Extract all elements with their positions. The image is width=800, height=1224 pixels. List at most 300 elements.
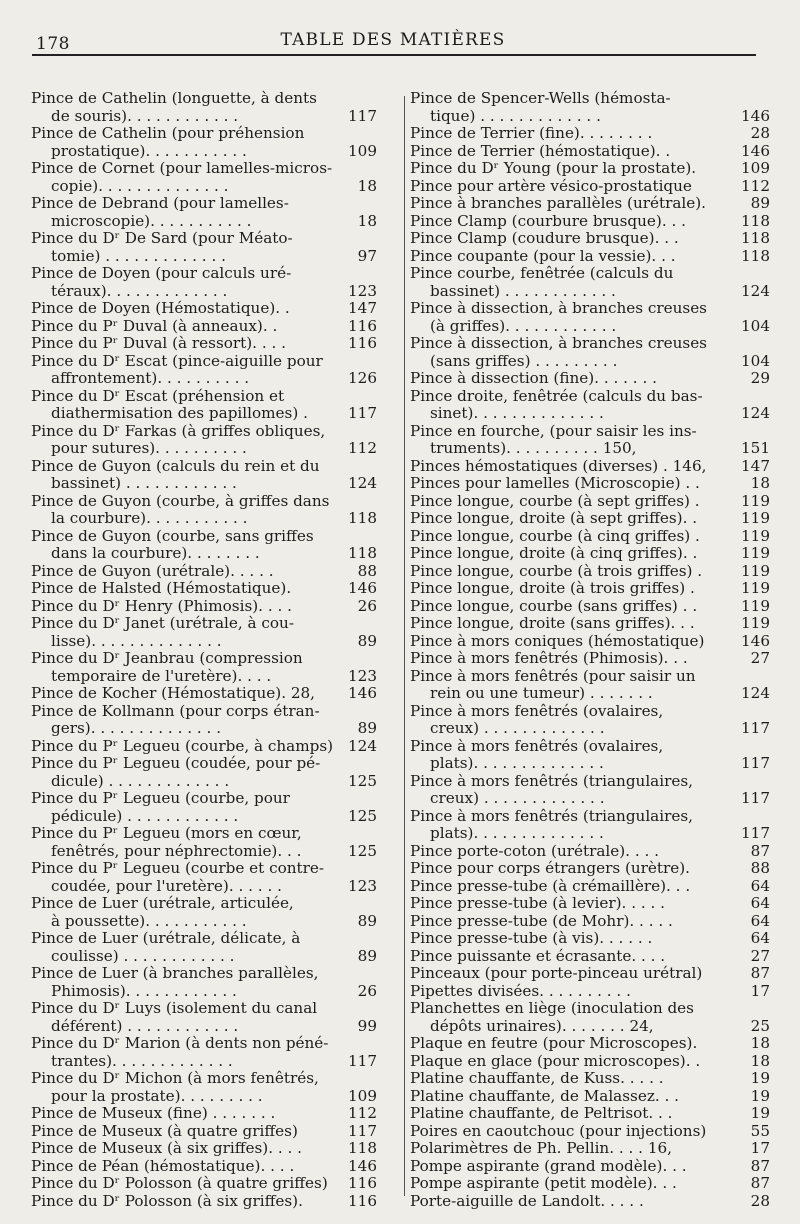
- entry-text-line: plats). . . . . . . . . . . . . .: [430, 754, 604, 772]
- entry-text-line: gers). . . . . . . . . . . . . .: [51, 719, 222, 737]
- entry-text-line: Pince à mors fenêtrés (triangulaires,: [410, 806, 693, 825]
- entry-page-number: 19: [750, 1104, 770, 1122]
- entry-page-number: 146: [741, 631, 770, 650]
- entry-text-line: Pince à mors fenêtrés (Phimosis). . .: [410, 649, 688, 667]
- entry-page-number: 119: [741, 614, 770, 632]
- entry-page-number: 18: [357, 176, 377, 195]
- entry-page-number: 104: [741, 351, 770, 370]
- index-entry: [31, 353, 377, 388]
- entry-text-line: Pinces hémostatiques (diverses) . 146,: [410, 456, 707, 475]
- index-entry: [31, 685, 377, 703]
- entry-text-line: Pince à mors fenêtrés (ovalaires,: [410, 701, 664, 720]
- index-entry: [410, 860, 770, 878]
- entry-text-line: Pince de Cathelin (longuette, à dents: [31, 89, 317, 107]
- entry-text-line: microscopie). . . . . . . . . . .: [51, 211, 252, 230]
- entry-text-line: Pince longue, courbe (à sept griffes) .: [410, 491, 700, 510]
- entry-text-line: Pompe aspirante (petit modèle). . .: [410, 1174, 677, 1192]
- index-entry: [410, 843, 770, 861]
- entry-text-line: Pince longue, courbe (à cinq griffes) .: [410, 526, 700, 545]
- entry-page-number: 117: [348, 1121, 377, 1140]
- index-entry: [31, 1158, 377, 1176]
- entry-text-line: Pince de Doyen (Hémostatique). .: [31, 299, 290, 317]
- entry-page-number: 18: [750, 474, 770, 492]
- entry-text-line: Pinces pour lamelles (Microscopie) . .: [410, 474, 700, 492]
- entry-text-line: coulisse) . . . . . . . . . . . .: [51, 946, 235, 965]
- index-entry: [410, 510, 770, 528]
- entry-text-line: truments). . . . . . . . . . 150,: [430, 439, 637, 457]
- entry-page-number: 18: [357, 211, 377, 230]
- entry-text-line: Pipettes divisées. . . . . . . . . .: [410, 981, 631, 1000]
- index-entry: [31, 580, 377, 598]
- entry-page-number: 87: [750, 1156, 770, 1175]
- entry-text-line: Pince de Debrand (pour lamelles-: [31, 194, 289, 212]
- entry-text-line: Pince de Péan (hémostatique). . . .: [31, 1156, 295, 1175]
- entry-page-number: 118: [741, 246, 770, 265]
- entry-text-line: Poires en caoutchouc (pour injections): [410, 1121, 707, 1140]
- entry-text-line: Pince courbe, fenêtrée (calculs du: [410, 264, 674, 282]
- index-entry: [410, 633, 770, 651]
- entry-text-line: pédicule) . . . . . . . . . . . .: [51, 806, 239, 825]
- entry-page-number: 112: [348, 1104, 377, 1122]
- entry-text-line: Pince en fourche, (pour saisir les ins-: [410, 421, 697, 440]
- entry-text-line: Porte-aiguille de Landolt. . . . .: [410, 1191, 644, 1210]
- index-entry: [31, 1175, 377, 1193]
- entry-page-number: 126: [348, 369, 377, 387]
- index-entry: [410, 668, 770, 703]
- index-entry: [31, 195, 377, 230]
- index-entry: [410, 738, 770, 773]
- entry-text-line: Pince du Dʳ De Sard (pour Méato-: [31, 229, 293, 247]
- entry-page-number: 146: [348, 684, 377, 702]
- entry-text-line: Pince de Kocher (Hémostatique). 28,: [31, 684, 316, 702]
- entry-text-line: Pince du Dʳ Marion (à dents non péné-: [31, 1034, 329, 1052]
- entry-page-number: 109: [348, 1086, 377, 1105]
- index-entry: [31, 860, 377, 895]
- entry-text-line: Pince pour corps étrangers (urètre).: [410, 859, 691, 877]
- entry-text-line: sinet). . . . . . . . . . . . . .: [430, 404, 604, 422]
- entry-text-line: Pince du Pʳ Legueu (courbe, pour: [31, 789, 290, 807]
- entry-text-line: Pince du Dʳ Polosson (à quatre griffes): [31, 1174, 328, 1192]
- entry-text-line: téraux). . . . . . . . . . . . .: [51, 281, 228, 300]
- entry-text-line: Pince de Guyon (calculs du rein et du: [31, 456, 320, 475]
- entry-page-number: 104: [741, 316, 770, 335]
- entry-text-line: Pince de Museux (fine) . . . . . . .: [31, 1104, 276, 1122]
- index-entry: [31, 930, 377, 965]
- entry-text-line: Pince du Dʳ Escat (préhension et: [31, 386, 285, 405]
- entry-page-number: 88: [750, 859, 770, 877]
- index-entry: [31, 423, 377, 458]
- index-entry: [410, 178, 770, 196]
- index-entry: [31, 1140, 377, 1158]
- entry-page-number: 17: [750, 1139, 770, 1157]
- entry-page-number: 19: [750, 1086, 770, 1105]
- entry-page-number: 125: [348, 841, 377, 860]
- index-entry: [31, 230, 377, 265]
- entry-page-number: 26: [357, 596, 377, 615]
- entry-text-line: Pince du Pʳ Legueu (mors en cœur,: [31, 824, 302, 842]
- index-entry: [410, 265, 770, 300]
- entry-page-number: 89: [357, 911, 377, 930]
- entry-page-number: 117: [348, 106, 377, 125]
- entry-text-line: déférent) . . . . . . . . . . . .: [51, 1016, 239, 1035]
- entry-page-number: 125: [348, 771, 377, 790]
- entry-text-line: Platine chauffante, de Peltrisot. . .: [410, 1104, 673, 1122]
- entry-page-number: 109: [741, 159, 770, 177]
- entry-page-number: 118: [741, 211, 770, 230]
- entry-text-line: Pince du Dʳ Escat (pince-aiguille pour: [31, 351, 323, 370]
- entry-page-number: 117: [741, 754, 770, 772]
- index-entry: [31, 388, 377, 423]
- entry-page-number: 116: [348, 1174, 377, 1192]
- index-entry: [410, 248, 770, 266]
- entry-text-line: Pince à branches parallèles (urétrale).: [410, 194, 707, 212]
- entry-text-line: copie). . . . . . . . . . . . . .: [51, 176, 229, 195]
- entry-text-line: Pince du Dʳ Jeanbrau (compression: [31, 649, 303, 667]
- entry-text-line: Pince à dissection, à branches creuses: [410, 299, 707, 317]
- entry-page-number: 112: [348, 439, 377, 457]
- entry-text-line: Pince longue, droite (sans griffes). . .: [410, 614, 695, 632]
- entry-text-line: Pompe aspirante (grand modèle). . .: [410, 1156, 687, 1175]
- index-entry: [31, 1105, 377, 1123]
- index-entry: [31, 895, 377, 930]
- entry-text-line: Pince de Terrier (hémostatique). .: [410, 141, 671, 160]
- entry-page-number: 99: [357, 1016, 377, 1035]
- entry-text-line: Pince du Pʳ Duval (à anneaux). .: [31, 316, 278, 335]
- entry-text-line: Pince de Cathelin (pour préhension: [31, 124, 305, 142]
- index-entry: [31, 965, 377, 1000]
- index-entry: [410, 878, 770, 896]
- entry-text-line: dépôts urinaires). . . . . . . 24,: [430, 1016, 654, 1035]
- entry-text-line: de souris). . . . . . . . . . . .: [51, 106, 239, 125]
- entry-text-line: Pince du Dʳ Michon (à mors fenêtrés,: [31, 1069, 319, 1087]
- index-entry: [410, 1070, 770, 1088]
- index-entry: [31, 335, 377, 353]
- index-entry: [410, 493, 770, 511]
- index-entry: [31, 615, 377, 650]
- entry-page-number: 27: [750, 649, 770, 667]
- entry-text-line: Pince à dissection (fine). . . . . . .: [410, 369, 657, 387]
- entry-page-number: 64: [750, 894, 770, 912]
- index-entry: [410, 475, 770, 493]
- index-entry: [410, 388, 770, 423]
- index-entry: [410, 143, 770, 161]
- entry-page-number: 119: [741, 596, 770, 615]
- index-entry: [410, 983, 770, 1001]
- entry-text-line: Pince longue, droite (à cinq griffes). .: [410, 544, 698, 562]
- entry-page-number: 119: [741, 509, 770, 527]
- entry-text-line: Pince du Dʳ Young (pour la prostate).: [410, 159, 697, 177]
- entry-page-number: 17: [750, 981, 770, 1000]
- entry-text-line: Pinceaux (pour porte-pinceau urétral): [410, 964, 703, 982]
- index-entry: [410, 1175, 770, 1193]
- entry-page-number: 123: [348, 876, 377, 895]
- index-entry: [410, 458, 770, 476]
- entry-page-number: 124: [741, 404, 770, 422]
- entry-page-number: 151: [741, 439, 770, 457]
- index-entry: [31, 1193, 377, 1211]
- index-entry: [410, 965, 770, 983]
- entry-text-line: Pince du Pʳ Legueu (courbe et contre-: [31, 859, 324, 877]
- entry-text-line: Pince de Luer (urétrale, articulée,: [31, 894, 294, 912]
- running-title: TABLE DES MATIÈRES: [280, 30, 506, 50]
- entry-text-line: tique) . . . . . . . . . . . . .: [430, 106, 601, 125]
- entry-page-number: 55: [750, 1121, 770, 1140]
- entry-text-line: Pince de Guyon (courbe, à griffes dans: [31, 491, 330, 510]
- entry-text-line: Pince à mors fenêtrés (ovalaires,: [410, 736, 664, 755]
- entry-page-number: 124: [741, 684, 770, 702]
- entry-text-line: Pince de Kollmann (pour corps étran-: [31, 701, 320, 720]
- index-entry: [31, 1000, 377, 1035]
- index-entry: [31, 458, 377, 493]
- entry-text-line: Pince longue, courbe (sans griffes) . .: [410, 596, 698, 615]
- entry-text-line: Pince de Luer (urétrale, délicate, à: [31, 929, 301, 947]
- index-entry: [410, 160, 770, 178]
- entry-page-number: 109: [348, 141, 377, 160]
- entry-text-line: temporaire de l'uretère). . . .: [51, 666, 272, 685]
- entry-text-line: trantes). . . . . . . . . . . . .: [51, 1051, 233, 1070]
- entry-page-number: 123: [348, 666, 377, 685]
- entry-page-number: 124: [348, 736, 377, 755]
- index-entry: [410, 930, 770, 948]
- entry-page-number: 87: [750, 1174, 770, 1192]
- index-entry: [410, 125, 770, 143]
- index-entry: [410, 545, 770, 563]
- entry-text-line: Pince à mors fenêtrés (pour saisir un: [410, 666, 696, 685]
- page-number: 178: [36, 34, 70, 54]
- entry-page-number: 119: [741, 579, 770, 597]
- entry-text-line: Pince porte-coton (urétrale). . . .: [410, 841, 659, 860]
- entry-text-line: diathermisation des papillomes) .: [51, 404, 308, 422]
- entry-page-number: 27: [750, 946, 770, 965]
- index-entry: [410, 1105, 770, 1123]
- index-entry: [31, 125, 377, 160]
- entry-page-number: 89: [357, 631, 377, 650]
- entry-page-number: 18: [750, 1034, 770, 1052]
- index-entry: [410, 213, 770, 231]
- entry-text-line: Pince à dissection, à branches creuses: [410, 334, 707, 352]
- index-entry: [410, 1053, 770, 1071]
- index-entry: [31, 160, 377, 195]
- index-entry: [410, 1193, 770, 1211]
- entry-page-number: 146: [348, 579, 377, 597]
- index-entry: [31, 650, 377, 685]
- entry-page-number: 119: [741, 491, 770, 510]
- entry-text-line: la courbure). . . . . . . . . . .: [51, 509, 248, 527]
- entry-text-line: Pince du Dʳ Polosson (à six griffes).: [31, 1191, 303, 1210]
- index-entry: [410, 615, 770, 633]
- entry-page-number: 89: [357, 946, 377, 965]
- entry-page-number: 117: [348, 1051, 377, 1070]
- entry-text-line: Pince de Guyon (urétrale). . . . .: [31, 561, 274, 580]
- index-entry: [31, 318, 377, 336]
- entry-page-number: 97: [357, 246, 377, 265]
- entry-page-number: 64: [750, 929, 770, 947]
- index-entry: [410, 335, 770, 370]
- index-entry: [410, 1140, 770, 1158]
- entry-text-line: Pince pour artère vésico-prostatique: [410, 176, 692, 195]
- entry-text-line: Platine chauffante, de Kuss. . . . .: [410, 1069, 664, 1087]
- entry-text-line: prostatique). . . . . . . . . . .: [51, 141, 247, 160]
- index-entry: [31, 493, 377, 528]
- entry-text-line: Pince du Pʳ Legueu (coudée, pour pé-: [31, 754, 321, 772]
- index-entry: [410, 1035, 770, 1053]
- index-entry: [410, 895, 770, 913]
- entry-text-line: Pince du Dʳ Janet (urétrale, à cou-: [31, 614, 294, 632]
- index-entry: [410, 598, 770, 616]
- entry-text-line: Pince droite, fenêtrée (calculs du bas-: [410, 386, 703, 405]
- entry-text-line: (à griffes). . . . . . . . . . . .: [430, 316, 617, 335]
- index-entry: [410, 1158, 770, 1176]
- entry-page-number: 124: [741, 281, 770, 300]
- column-divider: [404, 96, 405, 1196]
- entry-text-line: Pince de Terrier (fine). . . . . . . .: [410, 124, 653, 142]
- index-entry: [410, 808, 770, 843]
- entry-text-line: Pince du Dʳ Luys (isolement du canal: [31, 999, 318, 1017]
- entry-text-line: Pince à mors coniques (hémostatique): [410, 631, 705, 650]
- entry-page-number: 118: [348, 544, 377, 562]
- entry-text-line: bassinet) . . . . . . . . . . . .: [51, 474, 237, 492]
- entry-text-line: Pince puissante et écrasante. . . .: [410, 946, 666, 965]
- entry-text-line: creux) . . . . . . . . . . . . .: [430, 789, 605, 807]
- entry-text-line: Pince du Pʳ Duval (à ressort). . . .: [31, 334, 286, 352]
- entry-page-number: 117: [348, 404, 377, 422]
- entry-text-line: Pince de Luer (à branches parallèles,: [31, 964, 319, 982]
- index-entry: [410, 703, 770, 738]
- entry-text-line: plats). . . . . . . . . . . . . .: [430, 824, 604, 842]
- index-entry: [410, 230, 770, 248]
- entry-text-line: Pince de Spencer-Wells (hémosta-: [410, 89, 671, 107]
- entry-text-line: rein ou une tumeur) . . . . . . .: [430, 684, 653, 702]
- index-entry: [31, 1035, 377, 1070]
- index-entry: [410, 1088, 770, 1106]
- entry-text-line: tomie) . . . . . . . . . . . . .: [51, 246, 226, 265]
- entry-text-line: Pince de Cornet (pour lamelles-micros-: [31, 159, 333, 177]
- index-entry: [410, 913, 770, 931]
- entry-page-number: 87: [750, 841, 770, 860]
- entry-page-number: 124: [348, 474, 377, 492]
- entry-text-line: coudée, pour l'uretère). . . . . .: [51, 876, 282, 895]
- index-entry: [31, 738, 377, 756]
- index-entry: [31, 703, 377, 738]
- entry-page-number: 89: [750, 194, 770, 212]
- entry-page-number: 89: [357, 719, 377, 737]
- entry-page-number: 87: [750, 964, 770, 982]
- entry-text-line: Pince presse-tube (à levier). . . . .: [410, 894, 665, 912]
- entry-page-number: 64: [750, 911, 770, 930]
- entry-page-number: 147: [741, 456, 770, 475]
- entry-text-line: Pince presse-tube (à crémaillère). . .: [410, 876, 691, 895]
- entry-page-number: 118: [348, 1139, 377, 1157]
- entry-text-line: à poussette). . . . . . . . . . .: [51, 911, 247, 930]
- index-entry: [410, 90, 770, 125]
- entry-page-number: 18: [750, 1051, 770, 1070]
- index-entry: [31, 1123, 377, 1141]
- index-entry: [31, 755, 377, 790]
- index-column-right: [410, 90, 770, 1210]
- index-entry: [31, 563, 377, 581]
- index-entry: [410, 528, 770, 546]
- entry-page-number: 29: [750, 369, 770, 387]
- entry-text-line: pour sutures). . . . . . . . . .: [51, 439, 247, 457]
- entry-page-number: 28: [750, 124, 770, 142]
- entry-page-number: 123: [348, 281, 377, 300]
- entry-text-line: Pince coupante (pour la vessie). . .: [410, 246, 676, 265]
- entry-page-number: 117: [741, 719, 770, 737]
- entry-text-line: Pince du Pʳ Legueu (courbe, à champs): [31, 736, 334, 755]
- index-entry: [410, 370, 770, 388]
- index-entry: [31, 1070, 377, 1105]
- entry-text-line: Pince de Doyen (pour calculs uré-: [31, 264, 292, 282]
- entry-text-line: affrontement). . . . . . . . . .: [51, 369, 250, 387]
- entry-page-number: 146: [741, 106, 770, 125]
- entry-page-number: 88: [357, 561, 377, 580]
- page-header: [32, 26, 754, 56]
- entry-page-number: 147: [348, 299, 377, 317]
- entry-text-line: (sans griffes) . . . . . . . . .: [430, 351, 618, 370]
- entry-text-line: Pince du Dʳ Henry (Phimosis). . . .: [31, 596, 292, 615]
- entry-text-line: Pince de Guyon (courbe, sans griffes: [31, 526, 314, 545]
- entry-page-number: 26: [357, 981, 377, 1000]
- entry-page-number: 116: [348, 334, 377, 352]
- entry-text-line: Platine chauffante, de Malassez. . .: [410, 1086, 679, 1105]
- index-entry: [410, 300, 770, 335]
- entry-text-line: pour la prostate). . . . . . . . .: [51, 1086, 263, 1105]
- entry-text-line: Pince presse-tube (de Mohr). . . . .: [410, 911, 673, 930]
- entry-page-number: 146: [741, 141, 770, 160]
- entry-page-number: 117: [741, 824, 770, 842]
- index-column-left: [31, 90, 377, 1210]
- entry-page-number: 116: [348, 1191, 377, 1210]
- entry-text-line: Pince de Museux (à quatre griffes): [31, 1121, 298, 1140]
- entry-text-line: bassinet) . . . . . . . . . . . .: [430, 281, 616, 300]
- index-entry: [410, 580, 770, 598]
- entry-text-line: fenêtrés, pour néphrectomie). . .: [51, 841, 302, 860]
- entry-text-line: dans la courbure). . . . . . . .: [51, 544, 260, 562]
- entry-text-line: Pince de Halsted (Hémostatique).: [31, 579, 292, 597]
- index-entry: [410, 1000, 770, 1035]
- entry-text-line: lisse). . . . . . . . . . . . . .: [51, 631, 222, 650]
- entry-page-number: 25: [750, 1016, 770, 1035]
- entry-text-line: Pince à mors fenêtrés (triangulaires,: [410, 771, 693, 790]
- entry-text-line: Pince longue, droite (à trois griffes) .: [410, 579, 695, 597]
- entry-page-number: 119: [741, 526, 770, 545]
- index-entry: [410, 1123, 770, 1141]
- entry-page-number: 28: [750, 1191, 770, 1210]
- entry-page-number: 112: [741, 176, 770, 195]
- entry-page-number: 146: [348, 1156, 377, 1175]
- entry-text-line: Pince Clamp (courbure brusque). . .: [410, 211, 686, 230]
- index-entry: [31, 300, 377, 318]
- entry-text-line: Pince du Dʳ Farkas (à griffes obliques,: [31, 421, 326, 440]
- entry-text-line: Pince Clamp (coudure brusque). . .: [410, 229, 679, 247]
- entry-page-number: 118: [348, 509, 377, 527]
- entry-text-line: Pince longue, courbe (à trois griffes) .: [410, 561, 703, 580]
- entry-text-line: Planchettes en liège (inoculation des: [410, 999, 694, 1017]
- entry-text-line: dicule) . . . . . . . . . . . . .: [51, 771, 230, 790]
- entry-text-line: Pince presse-tube (à vis). . . . . .: [410, 929, 653, 947]
- index-entry: [410, 650, 770, 668]
- index-entry: [31, 790, 377, 825]
- entry-text-line: Phimosis). . . . . . . . . . . .: [51, 981, 237, 1000]
- index-entry: [410, 948, 770, 966]
- header-rule: [32, 54, 756, 56]
- entry-text-line: creux) . . . . . . . . . . . . .: [430, 719, 605, 737]
- entry-page-number: 19: [750, 1069, 770, 1087]
- index-entry: [31, 90, 377, 125]
- index-entry: [410, 423, 770, 458]
- index-entry: [31, 598, 377, 616]
- entry-page-number: 119: [741, 561, 770, 580]
